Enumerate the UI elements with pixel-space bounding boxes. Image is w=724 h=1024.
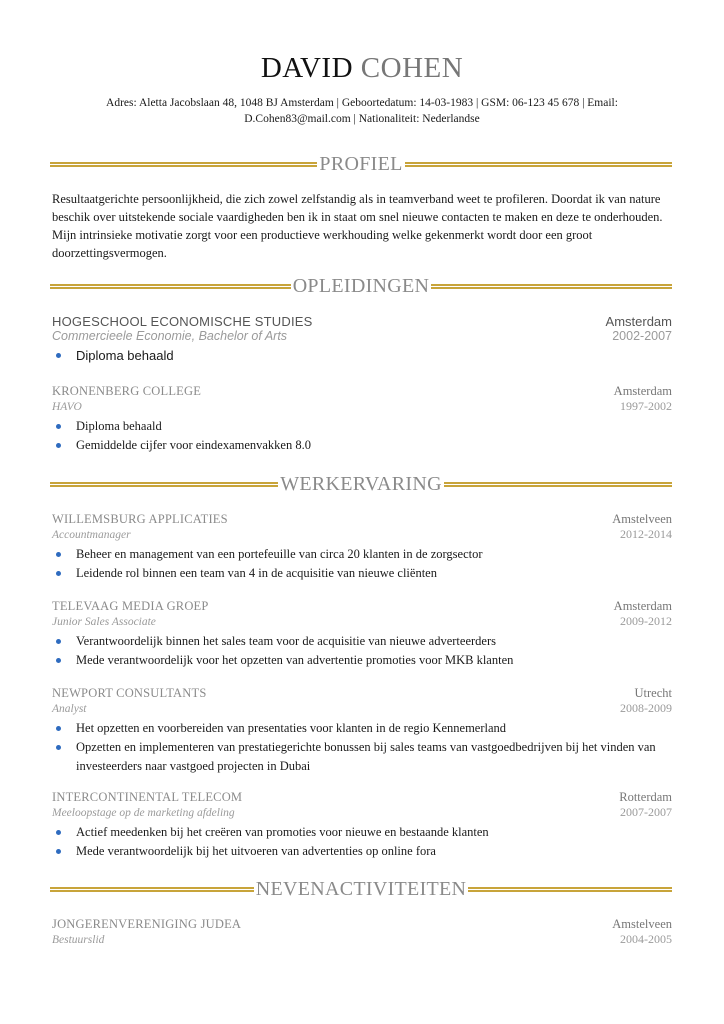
work-entry <box>52 512 672 583</box>
contact-line: Adres: Aletta Jacobslaan 48, 1048 BJ Amsterdam | Geboortedatum: 14-03-1983 | GSM: 06-123 45 678 | Email: <box>106 97 618 109</box>
entry-organization: HOGESCHOOL ECONOMISCHE STUDIES <box>52 314 313 329</box>
bullet-list <box>52 417 672 455</box>
work-entry <box>52 599 672 670</box>
entry-organization: JONGERENVERENIGING JUDEA <box>52 917 242 931</box>
list-item <box>52 632 672 651</box>
entry-role: Accountmanager <box>52 529 131 541</box>
entry-role: Junior Sales Associate <box>52 616 156 628</box>
section-heading-nevenactiviteiten <box>50 877 672 901</box>
gold-rule <box>444 482 672 487</box>
bullet-icon <box>56 658 61 663</box>
section-heading-werkervaring <box>50 472 672 496</box>
gold-rule <box>468 887 672 892</box>
bullet-list <box>52 719 672 776</box>
entry-location: Amstelveen <box>612 512 672 526</box>
bullet-text: Actief meedenken bij het creëren van promoties voor nieuwe en bestaande klanten <box>76 825 489 839</box>
name-heading <box>0 50 724 86</box>
entry-role: Meeloopstage op de marketing afdeling <box>52 807 235 819</box>
section-title: NEVENACTIVITEITEN <box>255 878 467 900</box>
section-title: OPLEIDINGEN <box>292 275 430 297</box>
bullet-icon <box>56 443 61 448</box>
entry-location: Amsterdam <box>613 599 672 613</box>
entry-location: Amstelveen <box>612 917 672 931</box>
bullet-text: Mede verantwoordelijk voor het opzetten van advertentie promoties voor MKB klanten <box>76 653 514 667</box>
section-heading-profiel <box>50 152 672 176</box>
list-item <box>52 545 672 564</box>
entry-dates: 2002-2007 <box>612 329 672 343</box>
gold-rule <box>405 162 672 167</box>
bullet-icon <box>56 424 61 429</box>
last-name: COHEN <box>360 52 464 84</box>
bullet-icon <box>56 745 61 750</box>
bullet-text: Mede verantwoordelijk bij het uitvoeren van advertenties op online fora <box>76 844 436 858</box>
bullet-icon <box>56 639 61 644</box>
bullet-list <box>52 346 672 365</box>
list-item <box>52 436 672 455</box>
bullet-text: Opzetten en implementeren van prestatiegerichte bonussen bij sales teams van vastgoedbedrijven bij het vinden van investeerders naar vastgoed projecten in Dubai <box>76 740 656 773</box>
contact-info <box>80 96 644 127</box>
education-entry <box>52 314 672 365</box>
bullet-text: Gemiddelde cijfer voor eindexamenvakken 8.0 <box>76 438 311 452</box>
gold-rule <box>50 887 254 892</box>
bullet-text: Leidende rol binnen een team van 4 in de acquisitie van nieuwe cliënten <box>76 566 437 580</box>
bullet-text: Verantwoordelijk binnen het sales team voor de acquisitie van nieuwe adverteerders <box>76 634 496 648</box>
entry-organization: TELEVAAG MEDIA GROEP <box>52 599 209 613</box>
bullet-icon <box>56 849 61 854</box>
bullet-list <box>52 632 672 670</box>
bullet-icon <box>56 830 61 835</box>
bullet-icon <box>56 353 61 358</box>
bullet-icon <box>56 726 61 731</box>
entry-organization: NEWPORT CONSULTANTS <box>52 686 207 700</box>
list-item <box>52 564 672 583</box>
list-item <box>52 738 672 776</box>
work-entry <box>52 790 672 861</box>
gold-rule <box>50 162 317 167</box>
bullet-list <box>52 545 672 583</box>
bullet-text: Diploma behaald <box>76 348 174 363</box>
bullet-icon <box>56 571 61 576</box>
entry-role: Analyst <box>52 703 87 715</box>
entry-dates: 2007-2007 <box>620 805 672 819</box>
list-item <box>52 346 672 365</box>
entry-location: Utrecht <box>634 686 672 700</box>
entry-location: Amsterdam <box>613 384 672 398</box>
list-item <box>52 651 672 670</box>
entry-location: Amsterdam <box>605 314 672 329</box>
list-item <box>52 823 672 842</box>
list-item <box>52 719 672 738</box>
section-title: PROFIEL <box>319 153 403 175</box>
contact-line: D.Cohen83@mail.com | Nationaliteit: Nederlandse <box>244 112 480 125</box>
entry-role: Bestuurslid <box>52 934 105 946</box>
bullet-text: Het opzetten en voorbereiden van presentaties voor klanten in de regio Kennemerland <box>76 721 507 735</box>
section-heading-opleidingen <box>50 274 672 298</box>
entry-organization: WILLEMSBURG APPLICATIES <box>52 512 228 526</box>
list-item <box>52 842 672 861</box>
gold-rule <box>50 284 291 289</box>
list-item <box>52 417 672 436</box>
gold-rule <box>50 482 278 487</box>
entry-role: Commercieele Economie, Bachelor of Arts <box>52 329 288 343</box>
profile-text: Resultaatgerichte persoonlijkheid, die zich zowel zelfstandig als in teamverband weet te profileren. Doordat ik van nature beschik over uitstekende sociale vaardigheden ben ik in staat om snel nieuwe contacten te maken en deze te onderhouden. Mijn intrinsieke motivatie zorgt voor een productieve werkhouding welke gekenmerkt wordt door een groot doorzettingsvermogen. <box>52 192 663 260</box>
first-name: DAVID <box>260 52 354 84</box>
bullet-text: Diploma behaald <box>76 419 162 433</box>
entry-organization: KRONENBERG COLLEGE <box>52 384 202 398</box>
bullet-icon <box>56 552 61 557</box>
activity-entry <box>52 917 672 947</box>
entry-location: Rotterdam <box>619 790 672 804</box>
entry-dates: 2004-2005 <box>620 932 672 946</box>
bullet-list <box>52 823 672 861</box>
bullet-text: Beheer en management van een portefeuille van circa 20 klanten in de zorgsector <box>76 547 483 561</box>
entry-dates: 2012-2014 <box>620 527 672 541</box>
work-entry <box>52 686 672 776</box>
education-entry <box>52 384 672 455</box>
section-title: WERKERVARING <box>280 473 442 495</box>
entry-dates: 2008-2009 <box>620 701 672 715</box>
entry-role: HAVO <box>52 401 82 413</box>
entry-dates: 1997-2002 <box>620 399 672 413</box>
gold-rule <box>431 284 672 289</box>
entry-dates: 2009-2012 <box>620 614 672 628</box>
entry-organization: INTERCONTINENTAL TELECOM <box>52 790 243 804</box>
